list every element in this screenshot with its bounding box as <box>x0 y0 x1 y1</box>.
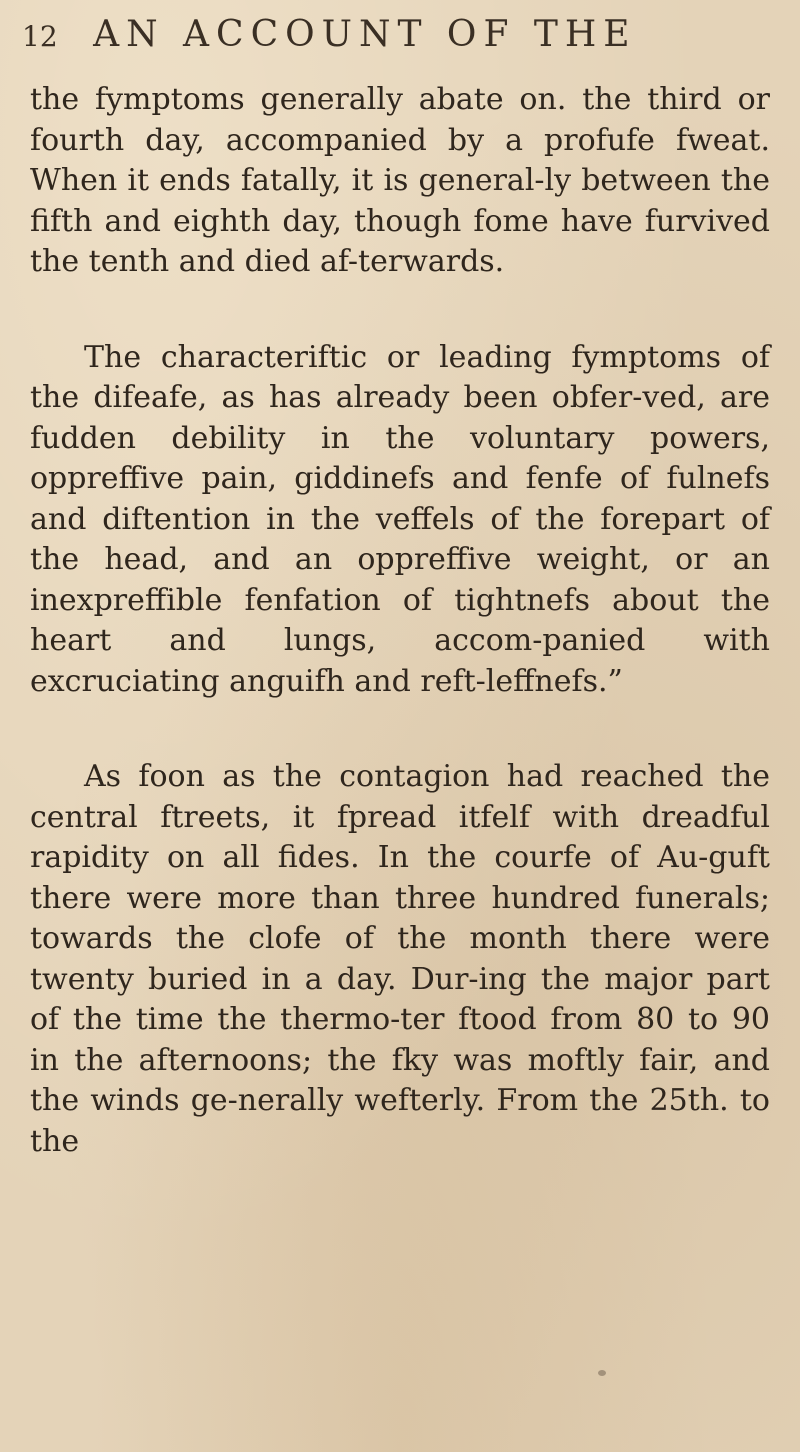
paper-speck <box>598 1370 606 1376</box>
page-number: 12 <box>22 20 58 53</box>
paragraph-continuation <box>30 80 770 283</box>
body-text <box>30 80 770 1217</box>
paragraph-text: As foon as the contagion had reached the central ftreets, it fpread itfelf with dreadful rapidity on all fides. In the courfe of Au-guft there were more than three hundred funerals; towards the clofe of the month there were twenty buried in a day. Dur-ing the major part of the time the thermo-ter ftood from 80 to 90 in the afternoons; the fky was moftly fair, and the winds ge-nerally wefterly. From the 25th. to the <box>30 759 770 1159</box>
paragraph-text: the fymptoms generally abate on. the third or fourth day, accompanied by a profufe fweat. When it ends fatally, it is general-ly between the fifth and eighth day, though fome have furvived the tenth and died af-terwards. <box>30 82 770 279</box>
running-head <box>22 14 780 62</box>
paragraph-text: The characteriftic or leading fymptoms of the difeafe, as has already been obfer-ved, are fudden debility in the voluntary powers, oppreffive pain, giddinefs and fenfe of fulnefs and diftention in the veffels of the forepart of the head, and an oppreffive weight, or an inexpreffible fenfation of tightnefs about the heart and lungs, accom-panied with excruciating anguifh and reft-leffnefs.” <box>30 339 770 699</box>
paragraph-contagion <box>30 757 770 1162</box>
running-title: AN ACCOUNT OF THE <box>93 14 637 55</box>
paragraph-symptoms <box>30 338 770 703</box>
